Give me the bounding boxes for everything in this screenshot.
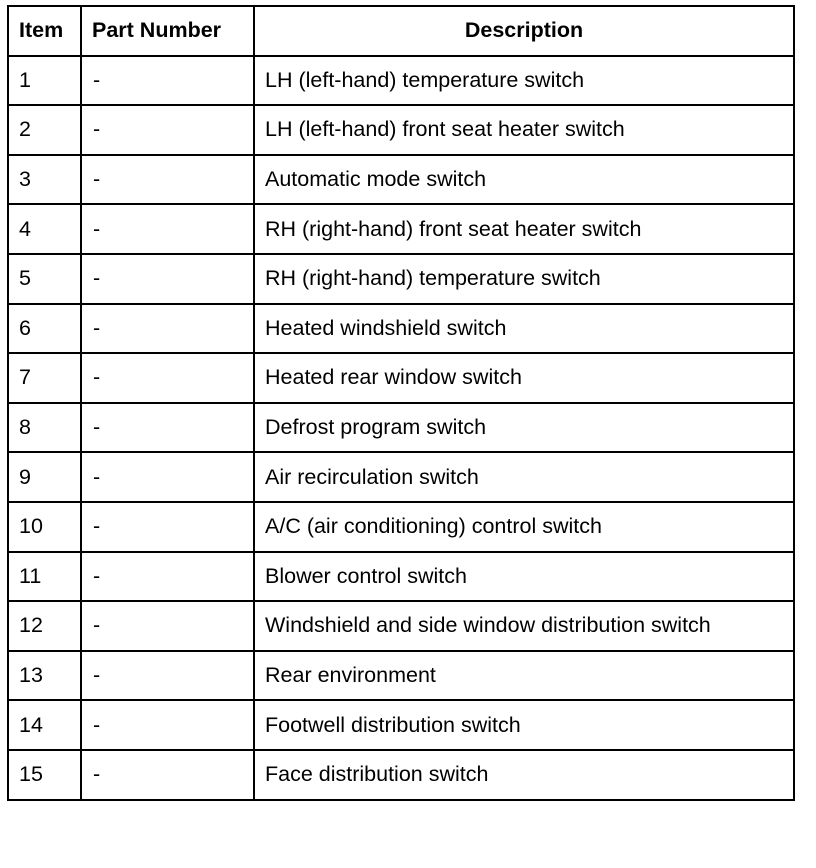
description-cell: Face distribution switch xyxy=(254,750,794,800)
parts-table xyxy=(7,5,795,801)
table-row xyxy=(8,651,794,701)
header-part-number: Part Number xyxy=(81,6,254,56)
table-body xyxy=(8,56,794,800)
item-cell: 1 xyxy=(8,56,81,106)
item-cell: 11 xyxy=(8,552,81,602)
item-cell: 12 xyxy=(8,601,81,651)
table-row xyxy=(8,601,794,651)
table-row xyxy=(8,56,794,106)
table-row xyxy=(8,353,794,403)
description-cell: Defrost program switch xyxy=(254,403,794,453)
part-number-cell: - xyxy=(81,56,254,106)
item-cell: 2 xyxy=(8,105,81,155)
description-cell: Heated rear window switch xyxy=(254,353,794,403)
part-number-cell: - xyxy=(81,353,254,403)
part-number-cell: - xyxy=(81,651,254,701)
part-number-cell: - xyxy=(81,502,254,552)
part-number-cell: - xyxy=(81,601,254,651)
header-item: Item xyxy=(8,6,81,56)
table-row xyxy=(8,254,794,304)
description-cell: Automatic mode switch xyxy=(254,155,794,205)
description-cell: LH (left-hand) front seat heater switch xyxy=(254,105,794,155)
part-number-cell: - xyxy=(81,750,254,800)
description-cell: Rear environment xyxy=(254,651,794,701)
table-row xyxy=(8,204,794,254)
description-cell: A/C (air conditioning) control switch xyxy=(254,502,794,552)
table-row xyxy=(8,105,794,155)
part-number-cell: - xyxy=(81,105,254,155)
part-number-cell: - xyxy=(81,452,254,502)
item-cell: 13 xyxy=(8,651,81,701)
item-cell: 7 xyxy=(8,353,81,403)
description-cell: Blower control switch xyxy=(254,552,794,602)
item-cell: 5 xyxy=(8,254,81,304)
header-description: Description xyxy=(254,6,794,56)
item-cell: 8 xyxy=(8,403,81,453)
part-number-cell: - xyxy=(81,155,254,205)
item-cell: 9 xyxy=(8,452,81,502)
item-cell: 3 xyxy=(8,155,81,205)
item-cell: 4 xyxy=(8,204,81,254)
item-cell: 10 xyxy=(8,502,81,552)
part-number-cell: - xyxy=(81,403,254,453)
table-header-row xyxy=(8,6,794,56)
description-cell: LH (left-hand) temperature switch xyxy=(254,56,794,106)
description-cell: Heated windshield switch xyxy=(254,304,794,354)
description-cell: RH (right-hand) front seat heater switch xyxy=(254,204,794,254)
item-cell: 6 xyxy=(8,304,81,354)
item-cell: 14 xyxy=(8,700,81,750)
description-cell: RH (right-hand) temperature switch xyxy=(254,254,794,304)
part-number-cell: - xyxy=(81,304,254,354)
part-number-cell: - xyxy=(81,700,254,750)
table-row xyxy=(8,155,794,205)
part-number-cell: - xyxy=(81,204,254,254)
table-row xyxy=(8,700,794,750)
table-row xyxy=(8,452,794,502)
description-cell: Footwell distribution switch xyxy=(254,700,794,750)
table-row xyxy=(8,304,794,354)
description-cell: Windshield and side window distribution switch xyxy=(254,601,794,651)
table-row xyxy=(8,750,794,800)
item-cell: 15 xyxy=(8,750,81,800)
description-cell: Air recirculation switch xyxy=(254,452,794,502)
part-number-cell: - xyxy=(81,254,254,304)
table-row xyxy=(8,552,794,602)
table-row xyxy=(8,403,794,453)
table-row xyxy=(8,502,794,552)
part-number-cell: - xyxy=(81,552,254,602)
